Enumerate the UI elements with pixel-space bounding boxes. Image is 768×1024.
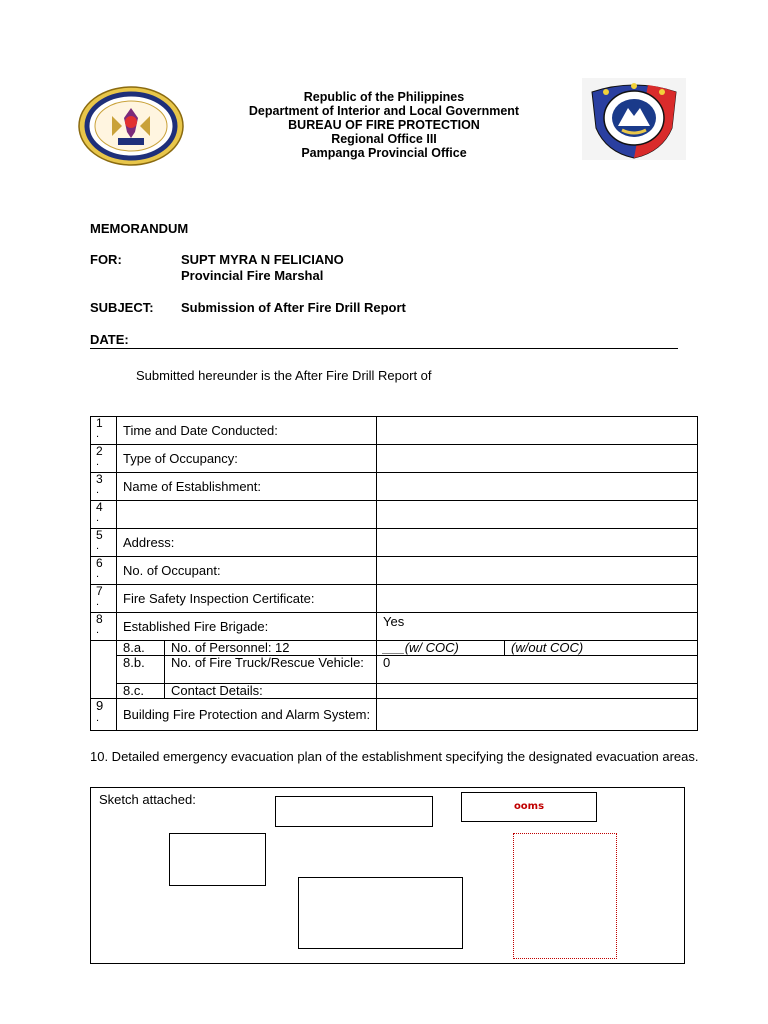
row-label: Fire Safety Inspection Certificate: (117, 585, 377, 613)
row-value-field[interactable] (377, 501, 698, 529)
row-number: 8 . (91, 613, 117, 641)
row-label: Established Fire Brigade: (117, 613, 377, 641)
for-position: Provincial Fire Marshal (181, 268, 324, 283)
sketch-label: Sketch attached: (99, 792, 196, 807)
sketch-area (90, 787, 685, 964)
table-row (91, 699, 698, 731)
item-10-text: 10. Detailed emergency evacuation plan of the establishment specifying the designated evacuation areas. (90, 749, 699, 764)
row-number: 2 . (91, 445, 117, 473)
bfp-region3-seal-right (582, 78, 686, 160)
row-label (117, 501, 377, 529)
table-row (91, 641, 698, 656)
row-label: Address: (117, 529, 377, 557)
date-label: DATE: (90, 332, 129, 347)
row-value-field[interactable] (377, 585, 698, 613)
sub-row-label: No. of Personnel: 12 (165, 641, 377, 656)
row-value-field[interactable] (377, 529, 698, 557)
sketch-box (275, 796, 433, 827)
row-number: 4 . (91, 501, 117, 529)
table-row (91, 417, 698, 445)
subject-value: Submission of After Fire Drill Report (181, 300, 406, 315)
sketch-box (298, 877, 463, 949)
row-value-field[interactable]: 0 (377, 656, 698, 684)
sub-row-number: 8.b. (117, 656, 165, 684)
row-value-field[interactable]: Yes (377, 613, 698, 641)
subject-label: SUBJECT: (90, 300, 154, 315)
header-republic: Republic of the Philippines (303, 90, 465, 104)
table-row (91, 656, 698, 684)
row-number: 7 . (91, 585, 117, 613)
rooms-box (461, 792, 597, 822)
rooms-label: ooms (513, 801, 545, 812)
row-value-field[interactable] (377, 445, 698, 473)
sketch-dotted-box (513, 833, 617, 959)
row-number: 6 . (91, 557, 117, 585)
date-field-line[interactable] (90, 348, 678, 349)
memo-title: MEMORANDUM (90, 221, 189, 236)
sub-row-number: 8.c. (117, 684, 165, 699)
sub-row-label: No. of Fire Truck/Rescue Vehicle: (165, 656, 377, 684)
table-row (91, 445, 698, 473)
row-value-field[interactable] (377, 417, 698, 445)
table-row (91, 529, 698, 557)
header-regional-office: Regional Office III (331, 132, 437, 146)
row-label: Building Fire Protection and Alarm System: (117, 699, 377, 731)
sub-row-number: 8.a. (117, 641, 165, 656)
table-row (91, 473, 698, 501)
row-value-field[interactable] (377, 699, 698, 731)
row-label: Name of Establishment: (117, 473, 377, 501)
for-name: SUPT MYRA N FELICIANO (181, 252, 344, 267)
table-row (91, 501, 698, 529)
sub-row-label: Contact Details: (165, 684, 377, 699)
table-row (91, 613, 698, 641)
letterhead (200, 90, 568, 160)
sketch-box (169, 833, 266, 886)
table-row (91, 557, 698, 585)
table-row (91, 585, 698, 613)
coc-field[interactable]: ___(w/ COC) (377, 641, 505, 656)
row-label: Time and Date Conducted: (117, 417, 377, 445)
row-label: No. of Occupant: (117, 557, 377, 585)
bfp-seal-left (78, 86, 184, 166)
row-value-field[interactable] (377, 684, 698, 699)
row-value-field[interactable] (377, 557, 698, 585)
sub-row-spacer (91, 641, 117, 656)
row-number: 5 . (91, 529, 117, 557)
row-number: 3 . (91, 473, 117, 501)
row-label: Type of Occupancy: (117, 445, 377, 473)
row-number: 9 . (91, 699, 117, 731)
sub-row-spacer (91, 656, 117, 684)
without-coc-field[interactable]: (w/out COC) (505, 641, 698, 656)
intro-text: Submitted hereunder is the After Fire Drill Report of (136, 368, 432, 383)
sub-row-spacer (91, 684, 117, 699)
header-department: Department of Interior and Local Government (248, 104, 520, 118)
row-value-field[interactable] (377, 473, 698, 501)
for-label: FOR: (90, 252, 122, 267)
header-bureau: BUREAU OF FIRE PROTECTION (288, 118, 480, 132)
fire-drill-report-table (90, 416, 698, 731)
row-number: 1 . (91, 417, 117, 445)
header-provincial-office: Pampanga Provincial Office (301, 146, 467, 160)
table-row (91, 684, 698, 699)
